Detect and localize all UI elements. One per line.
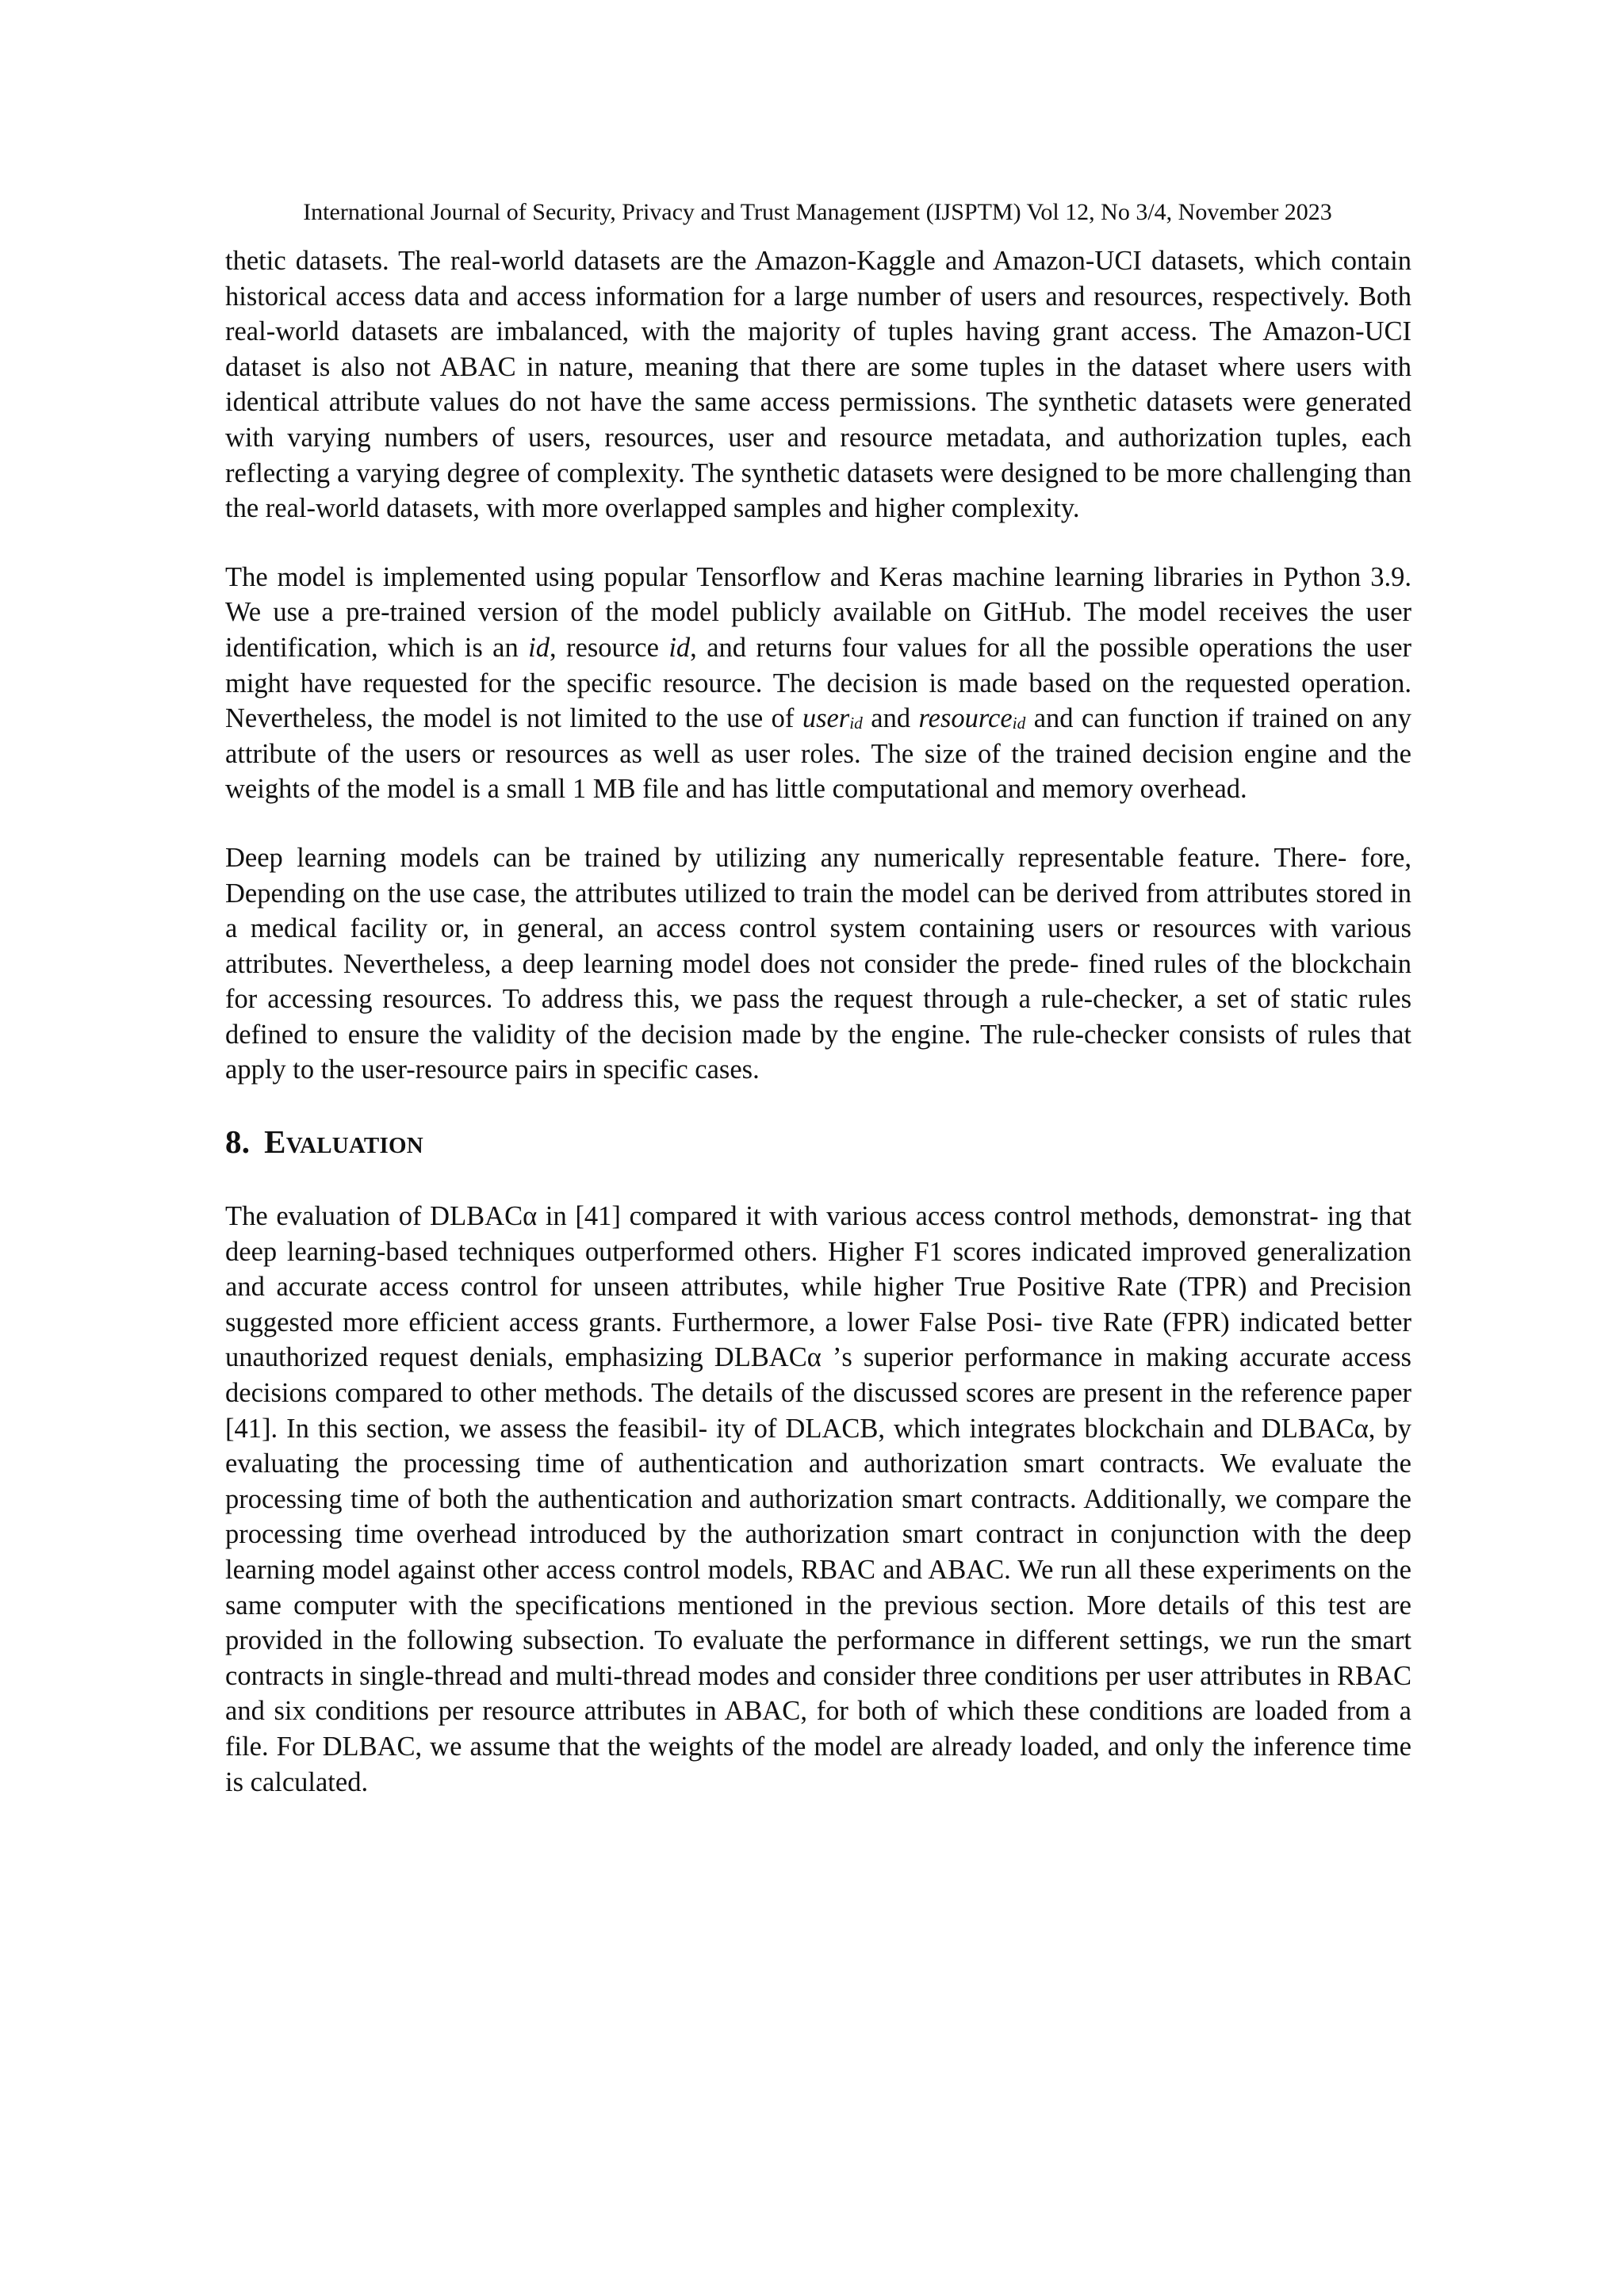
resource-id-term	[919, 703, 1026, 733]
text-run: , and returns four values for all the possible operations the user might have requested for the specific resource. The decision is made based on the requested operation. Nevertheless, the model is not limited to the use of	[225, 632, 1411, 734]
user-term-base: user	[802, 703, 850, 734]
running-header: International Journal of Security, Privacy and Trust Management (IJSPTM) Vol 12, No 3/4, November 2023	[303, 199, 1332, 225]
text-run: and	[862, 703, 919, 734]
resource-term-subscript: id	[1012, 714, 1026, 733]
paragraph-rule-checker: Deep learning models can be trained by utilizing any numerically representable feature. There- fore, Depending on the use case, the attributes utilized to train the model can be derived from attributes stored in a medical facility or, in general, an access control system containing users or resources with various attributes. Nevertheless, a deep learning model does not consider the prede- fined rules of the blockchain for accessing resources. To address this, we pass the request through a rule-checker, a set of static rules defined to ensure the validity of the decision made by the engine. The rule-checker consists of rules that apply to the user-resource pairs in specific cases.	[225, 842, 1411, 1085]
text-run: , resource	[550, 632, 669, 663]
italic-id: id	[528, 632, 550, 663]
section-heading	[225, 1121, 1411, 1162]
section-number: 8.	[225, 1123, 251, 1161]
text-run: and can function if trained on any attribute of the users or resources as well as user roles. The size of the trained decision engine and the weights of the model is a small 1 MB file and has little computational and memory overhead.	[225, 703, 1411, 805]
italic-id: id	[668, 632, 691, 663]
text-run: The model is implemented using popular Tensorflow and Keras machine learning libraries in Python 3.9. We use a pre-trained version of the model publicly available on GitHub. The model receives the user identification, which is an	[225, 561, 1411, 663]
paragraph-evaluation: The evaluation of DLBACα in [41] compared it with various access control methods, demonstrat- ing that deep learning-based techniques outperformed others. Higher F1 scores indicated improved generalization and accurate access control for unseen attributes, while higher True Positive Rate (TPR) and Precision suggested more efficient access grants. Furthermore, a lower False Posi- tive Rate (FPR) indicated better unauthorized request denials, emphasizing DLBACα ’s superior performance in making accurate access decisions compared to other methods. The details of the discussed scores are present in the reference paper [41]. In this section, we assess the feasibil- ity of DLACB, which integrates blockchain and DLBACα, by evaluating the processing time of authentication and authorization smart contracts. We evaluate the processing time of both the authentication and authorization smart contracts. Additionally, we compare the processing time overhead introduced by the authorization smart contract in conjunction with the deep learning model against other access control models, RBAC and ABAC. We run all these experiments on the same computer with the specifications mentioned in the previous section. More details of this test are provided in the following subsection. To evaluate the performance in different settings, we run the smart contracts in single-thread and multi-thread modes and consider three conditions per user attributes in RBAC and six conditions per resource attributes in ABAC, for both of which these conditions are loaded from a file. For DLBAC, we assume that the weights of the model are already loaded, and only the inference time is calculated.	[225, 1201, 1411, 1797]
section-title: Evaluation	[264, 1123, 423, 1161]
user-term-subscript: id	[849, 714, 863, 733]
page-body	[225, 243, 1411, 1800]
paragraph-model-implementation	[225, 560, 1411, 807]
resource-term-base: resource	[918, 703, 1013, 734]
paragraph-datasets: thetic datasets. The real-world datasets are the Amazon-Kaggle and Amazon-UCI datasets, which contain historical access data and access information for a large number of users and resources, respectively. Both real-world datasets are imbalanced, with the majority of tuples having grant access. The Amazon-UCI dataset is also not ABAC in nature, meaning that there are some tuples in the dataset where users with identical attribute values do not have the same access permissions. The synthetic datasets were generated with varying numbers of users, resources, user and resource metadata, and authorization tuples, each reflecting a varying degree of complexity. The synthetic datasets were designed to be more challenging than the real-world datasets, with more overlapped samples and higher complexity.	[225, 246, 1411, 524]
user-id-term	[802, 703, 863, 733]
